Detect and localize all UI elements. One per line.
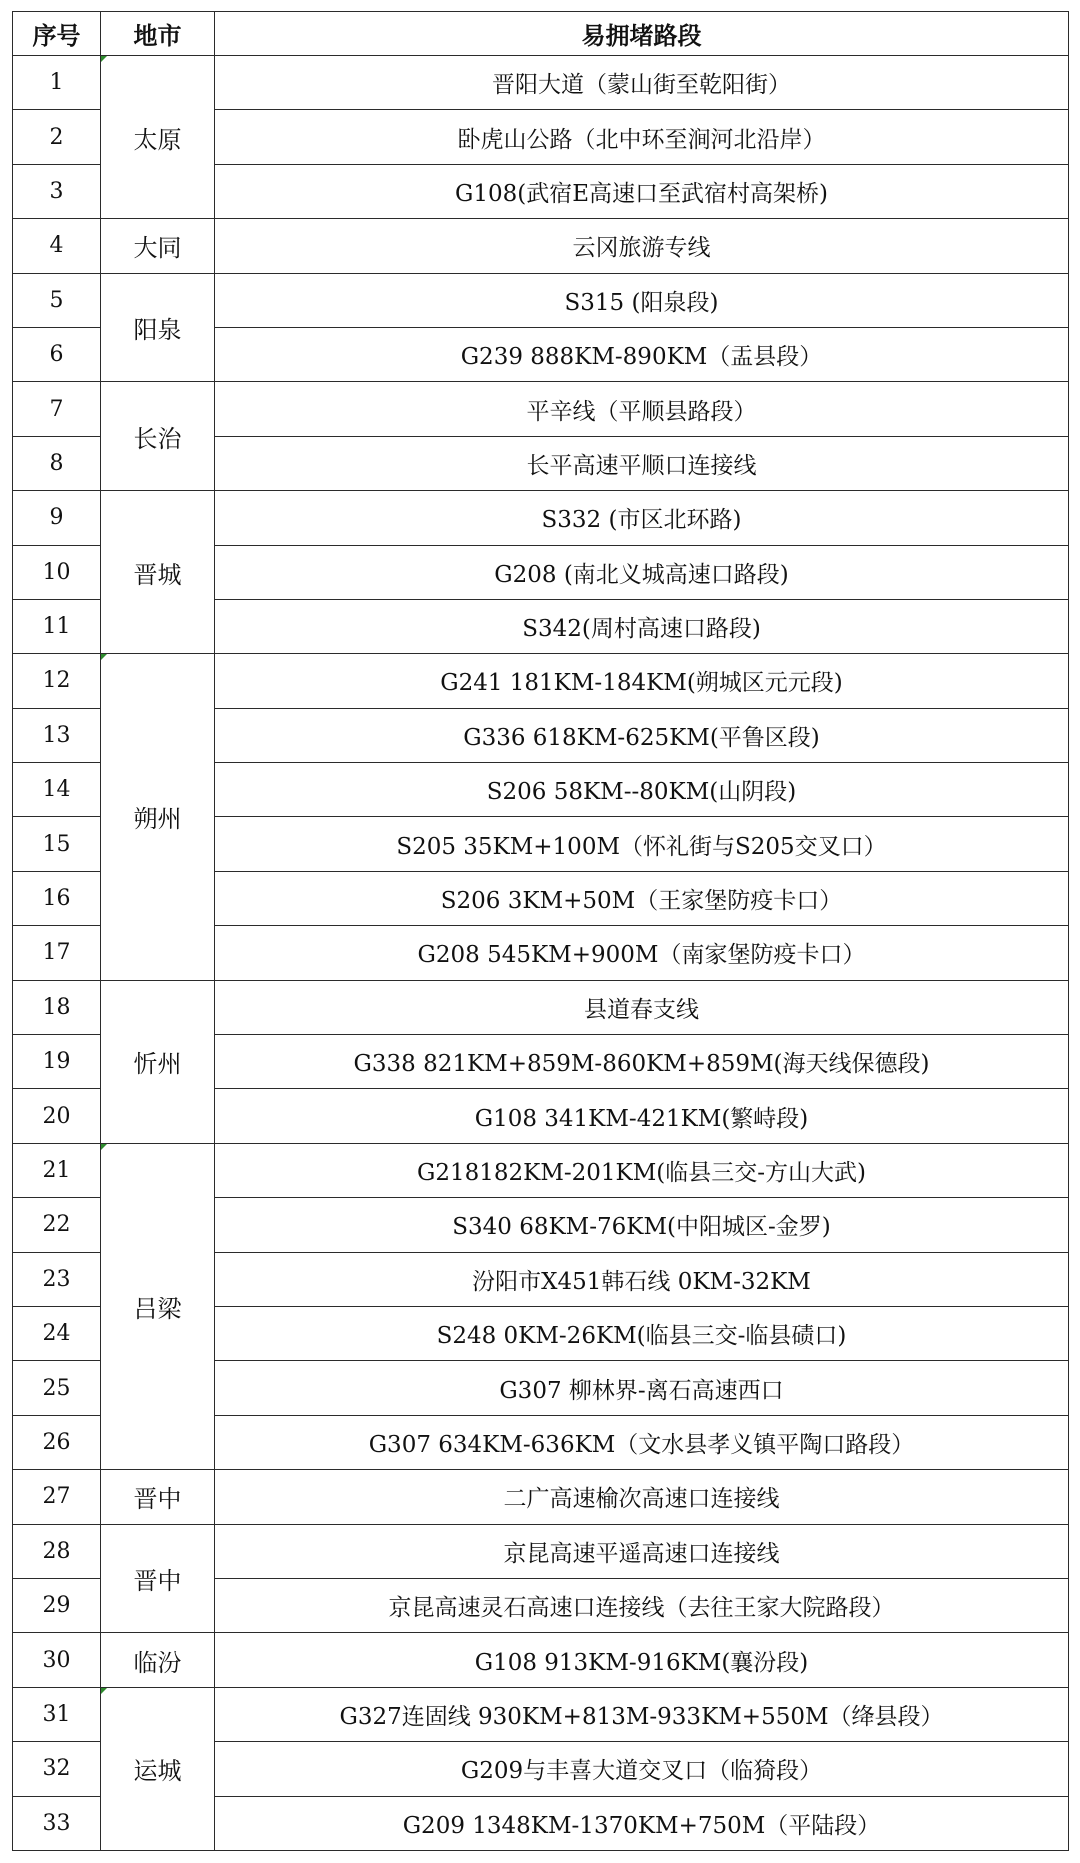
road-section-cell: G108 341KM-421KM(繁峙段) [215,1089,1069,1143]
row-index: 9 [13,491,101,545]
road-section-cell: G208 545KM+900M（南家堡防疫卡口） [215,926,1069,980]
table-row [13,1633,1069,1687]
row-index: 25 [13,1361,101,1415]
row-index: 3 [13,164,101,218]
row-index: 5 [13,273,101,327]
road-section-cell: G209与丰喜大道交叉口（临猗段） [215,1742,1069,1796]
road-section-cell: 京昆高速灵石高速口连接线（去往王家大院路段） [215,1578,1069,1632]
road-section-cell: 京昆高速平遥高速口连接线 [215,1524,1069,1578]
road-section-cell: 二广高速榆次高速口连接线 [215,1470,1069,1524]
congestion-road-table [12,11,1069,1851]
road-section-cell: G208 (南北义城高速口路段) [215,545,1069,599]
road-section-cell: 长平高速平顺口连接线 [215,436,1069,490]
city-cell: 阳泉 [101,273,215,382]
table-row [13,273,1069,327]
row-index: 4 [13,219,101,273]
row-index: 21 [13,1143,101,1197]
road-section-cell: G338 821KM+859M-860KM+859M(海天线保德段) [215,1035,1069,1089]
road-section-cell: G307 柳林界-离石高速西口 [215,1361,1069,1415]
city-cell: 晋中 [101,1524,215,1633]
row-index: 11 [13,599,101,653]
road-section-cell: G239 888KM-890KM（盂县段） [215,327,1069,381]
city-cell: 大同 [101,219,215,273]
city-cell: 吕梁 [101,1143,215,1469]
header-section: 易拥堵路段 [215,12,1069,56]
road-section-cell: 晋阳大道（蒙山街至乾阳街） [215,56,1069,110]
city-cell: 长治 [101,382,215,491]
road-section-cell: G108(武宿E高速口至武宿村高架桥) [215,164,1069,218]
road-section-cell: G307 634KM-636KM（文水县孝义镇平陶口路段） [215,1415,1069,1469]
row-index: 8 [13,436,101,490]
row-index: 17 [13,926,101,980]
row-index: 24 [13,1306,101,1360]
row-index: 13 [13,708,101,762]
city-cell: 运城 [101,1687,215,1850]
road-section-cell: S342(周村高速口路段) [215,599,1069,653]
road-section-cell: G218182KM-201KM(临县三交-方山大武) [215,1143,1069,1197]
table-row [13,980,1069,1034]
city-cell: 太原 [101,56,215,219]
row-index: 28 [13,1524,101,1578]
road-section-cell: 汾阳市X451韩石线 0KM-32KM [215,1252,1069,1306]
road-section-cell: G241 181KM-184KM(朔城区元元段) [215,654,1069,708]
row-index: 7 [13,382,101,436]
road-section-cell: 县道春支线 [215,980,1069,1034]
row-index: 20 [13,1089,101,1143]
table-row [13,1524,1069,1578]
road-section-cell: S248 0KM-26KM(临县三交-临县碛口) [215,1306,1069,1360]
city-cell: 晋城 [101,491,215,654]
row-index: 14 [13,763,101,817]
row-index: 26 [13,1415,101,1469]
city-cell: 朔州 [101,654,215,980]
row-index: 1 [13,56,101,110]
road-section-cell: G327连固线 930KM+813M-933KM+550M（绛县段） [215,1687,1069,1741]
road-section-cell: S340 68KM-76KM(中阳城区-金罗) [215,1198,1069,1252]
row-index: 32 [13,1742,101,1796]
row-index: 2 [13,110,101,164]
row-index: 15 [13,817,101,871]
road-section-cell: 云冈旅游专线 [215,219,1069,273]
road-section-cell: S315 (阳泉段) [215,273,1069,327]
row-index: 29 [13,1578,101,1632]
row-index: 27 [13,1470,101,1524]
row-index: 30 [13,1633,101,1687]
road-section-cell: 平辛线（平顺县路段） [215,382,1069,436]
header-index: 序号 [13,12,101,56]
row-index: 12 [13,654,101,708]
table-row [13,382,1069,436]
table-row [13,56,1069,110]
road-section-cell: S206 3KM+50M（王家堡防疫卡口） [215,871,1069,925]
header-city: 地市 [101,12,215,56]
table-body [13,56,1069,1851]
row-index: 10 [13,545,101,599]
city-cell: 临汾 [101,1633,215,1687]
road-section-cell: G209 1348KM-1370KM+750M（平陆段） [215,1796,1069,1851]
table-row [13,654,1069,708]
road-section-cell: G336 618KM-625KM(平鲁区段) [215,708,1069,762]
city-cell: 晋中 [101,1470,215,1524]
table-row [13,1143,1069,1197]
row-index: 16 [13,871,101,925]
row-index: 31 [13,1687,101,1741]
road-section-cell: S205 35KM+100M（怀礼街与S205交叉口） [215,817,1069,871]
table-row [13,1687,1069,1741]
table-row [13,1470,1069,1524]
road-section-cell: 卧虎山公路（北中环至涧河北沿岸） [215,110,1069,164]
row-index: 33 [13,1796,101,1851]
city-cell: 忻州 [101,980,215,1143]
road-section-cell: S332 (市区北环路) [215,491,1069,545]
table-header-row [13,12,1069,56]
row-index: 18 [13,980,101,1034]
road-section-cell: S206 58KM--80KM(山阴段) [215,763,1069,817]
table-row [13,491,1069,545]
road-section-cell: G108 913KM-916KM(襄汾段) [215,1633,1069,1687]
table-row [13,219,1069,273]
row-index: 22 [13,1198,101,1252]
row-index: 6 [13,327,101,381]
row-index: 19 [13,1035,101,1089]
row-index: 23 [13,1252,101,1306]
